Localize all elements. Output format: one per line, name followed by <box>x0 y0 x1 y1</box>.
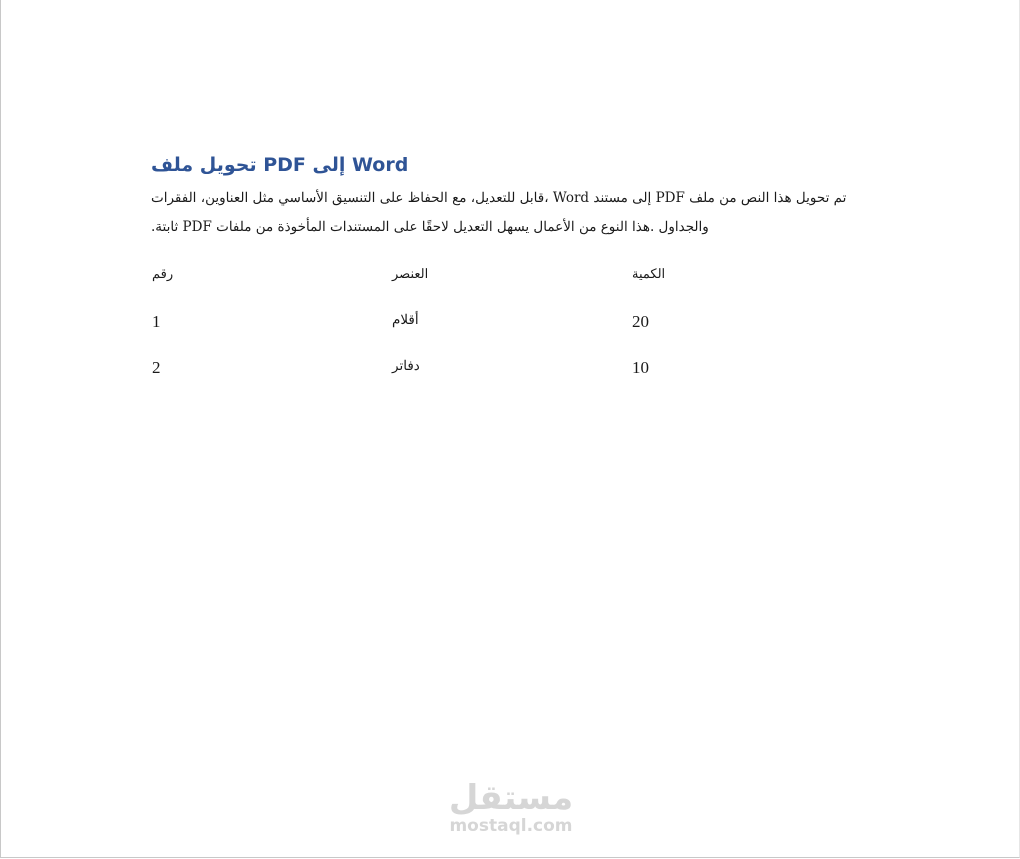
table-cell-number: 2 <box>152 358 161 377</box>
table-cell-quantity: 10 <box>632 358 649 377</box>
table-cell-item: دفاتر <box>392 358 420 374</box>
watermark-latin-text: mostaql.com <box>449 816 573 836</box>
mostaql-watermark-logo <box>431 778 591 836</box>
watermark-arabic-text: مستقل <box>448 778 574 818</box>
table-cell-item: أقلام <box>392 312 419 328</box>
paragraph-line-2: .ثابتة PDF والجداول .هذا النوع من الأعمال يسهل التعديل لاحقًا على المستندات المأخوذة من ملفات <box>151 219 709 235</box>
table-cell-quantity: 20 <box>632 312 649 331</box>
table-header-item: العنصر <box>392 267 429 282</box>
table-header-quantity: الكمية <box>632 267 666 282</box>
table-header-number: رقم <box>152 267 174 282</box>
paragraph-line-1: قابل للتعديل، مع الحفاظ على التنسيق الأساسي مثل العناوين، الفقرات، Word إلى مستند PDF تم تحويل هذا النص من ملف <box>151 190 847 206</box>
table-cell-number: 1 <box>152 312 161 331</box>
document-heading: تحويل ملف PDF إلى Word <box>151 154 409 176</box>
